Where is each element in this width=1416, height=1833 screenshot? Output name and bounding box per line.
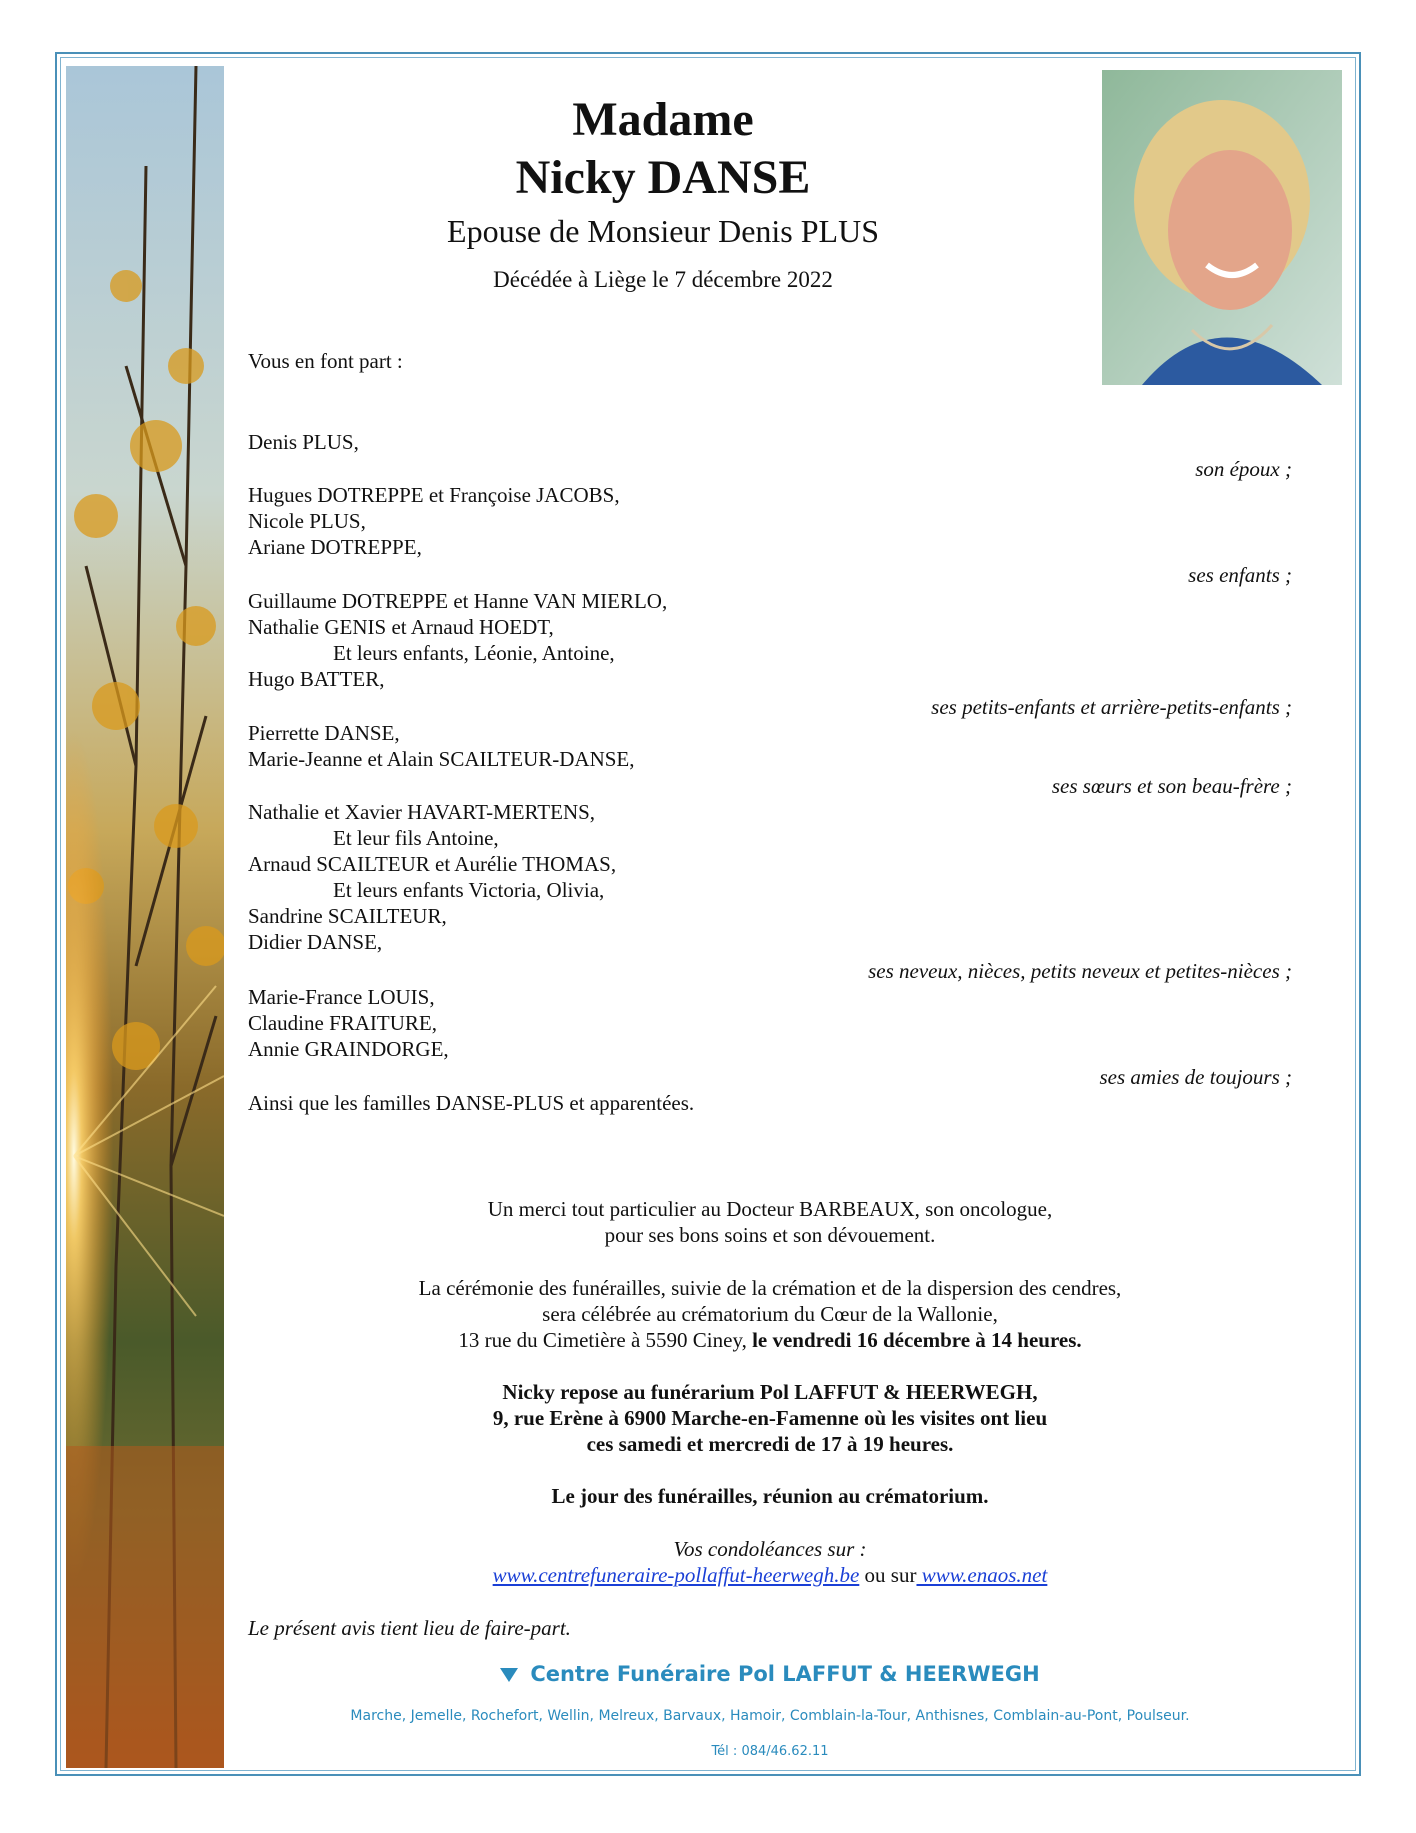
title-madame: Madame <box>572 93 754 146</box>
family-relation: ses amies de toujours ; <box>1099 1065 1292 1089</box>
family-entry: Et leurs enfants, Léonie, Antoine, <box>333 641 615 665</box>
intro-text: Vous en font part : <box>248 349 403 373</box>
family-entry: Annie GRAINDORGE, <box>248 1037 449 1061</box>
enaos-link[interactable]: www.enaos.net <box>916 1563 1048 1587</box>
family-entry: Marie-France LOUIS, <box>248 985 435 1009</box>
autumn-trees-image <box>66 66 224 1768</box>
family-entry: Ariane DOTREPPE, <box>248 535 422 559</box>
family-entry: Et leurs enfants Victoria, Olivia, <box>333 878 605 902</box>
family-entry: Nathalie et Xavier HAVART-MERTENS, <box>248 800 596 824</box>
ceremony-line: La cérémonie des funérailles, suivie de la crémation et de la dispersion des cendres, <box>418 1276 1122 1300</box>
family-entry: Arnaud SCAILTEUR et Aurélie THOMAS, <box>248 852 617 876</box>
family-entry: Et leur fils Antoine, <box>333 826 499 850</box>
thanks-line: pour ses bons soins et son dévouement. <box>604 1223 936 1247</box>
family-entry: Guillaume DOTREPPE et Hanne VAN MIERLO, <box>248 589 668 613</box>
closing-note: Le présent avis tient lieu de faire-part. <box>248 1616 571 1640</box>
condolences-label: Vos condoléances sur : <box>673 1537 867 1561</box>
ceremony-address: 13 rue du Cimetière à 5590 Ciney, <box>458 1328 753 1352</box>
meeting-line: Le jour des funérailles, réunion au crématorium. <box>551 1484 989 1508</box>
family-entry: Denis PLUS, <box>248 430 359 454</box>
visitation-line: 9, rue Erène à 6900 Marche-en-Famenne où les visites ont lieu <box>492 1406 1048 1430</box>
family-entry: Ainsi que les familles DANSE-PLUS et apparentées. <box>248 1091 695 1115</box>
ceremony-line: sera célébrée au crématorium du Cœur de la Wallonie, <box>542 1302 998 1326</box>
family-entry: Hugues DOTREPPE et Françoise JACOBS, <box>248 483 620 507</box>
link-connector: ou sur <box>859 1563 917 1587</box>
ceremony-line <box>250 1328 1290 1353</box>
funeral-home-towns: Marche, Jemelle, Rochefort, Wellin, Melreux, Barvaux, Hamoir, Comblain-la-Tour, Anthisnes, Comblain-au-Pont, Poulseur. <box>350 1708 1190 1724</box>
family-entry: Nicole PLUS, <box>248 509 366 533</box>
triangle-down-icon <box>500 1668 518 1682</box>
funeral-home-phone: Tél : 084/46.62.11 <box>711 1744 829 1759</box>
family-entry: Marie-Jeanne et Alain SCAILTEUR-DANSE, <box>248 747 635 771</box>
spouse-line: Epouse de Monsieur Denis PLUS <box>447 213 879 249</box>
death-line: Décédée à Liège le 7 décembre 2022 <box>493 267 833 292</box>
funeral-center-link[interactable]: www.centrefuneraire-pollaffut-heerwegh.be <box>492 1563 860 1587</box>
family-relation: ses sœurs et son beau-frère ; <box>1051 774 1292 798</box>
deceased-name: Nicky DANSE <box>515 151 811 204</box>
family-entry: Hugo BATTER, <box>248 667 385 691</box>
family-entry: Claudine FRAITURE, <box>248 1011 437 1035</box>
family-entry: Sandrine SCAILTEUR, <box>248 904 447 928</box>
visitation-line: Nicky repose au funérarium Pol LAFFUT & HEERWEGH, <box>502 1380 1038 1404</box>
family-entry: Pierrette DANSE, <box>248 721 400 745</box>
family-entry: Didier DANSE, <box>248 930 383 954</box>
thanks-line: Un merci tout particulier au Docteur BARBEAUX, son oncologue, <box>487 1197 1053 1221</box>
family-relation: son époux ; <box>1195 457 1292 481</box>
funeral-home-label: Centre Funéraire Pol LAFFUT & HEERWEGH <box>530 1662 1040 1686</box>
funeral-home-name <box>250 1662 1290 1686</box>
portrait-photo <box>1102 70 1342 385</box>
condolences-links <box>250 1563 1290 1588</box>
family-relation: ses petits-enfants et arrière-petits-enfants ; <box>931 695 1292 719</box>
visitation-line: ces samedi et mercredi de 17 à 19 heures. <box>586 1432 954 1456</box>
ceremony-date: le vendredi 16 décembre à 14 heures. <box>752 1328 1082 1352</box>
family-relation: ses neveux, nièces, petits neveux et petites-nièces ; <box>868 959 1292 983</box>
family-relation: ses enfants ; <box>1188 563 1292 587</box>
family-entry: Nathalie GENIS et Arnaud HOEDT, <box>248 615 554 639</box>
